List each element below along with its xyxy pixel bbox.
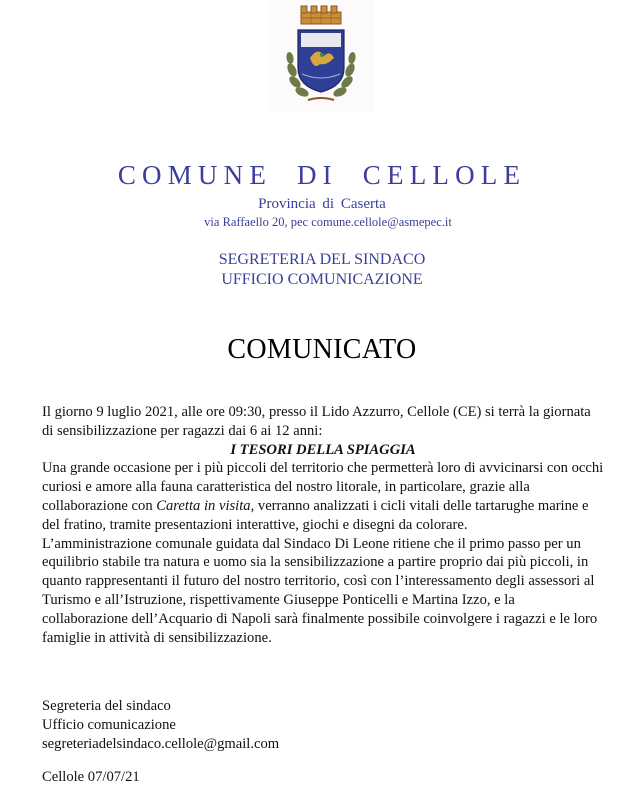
paragraph-1 [42,459,604,534]
event-title: I TESORI DELLA SPIAGGIA [230,441,416,458]
province-name: Provincia di Caserta [258,196,386,212]
signature-block [42,697,279,753]
document-body [42,403,604,647]
crown-icon [301,6,341,24]
office-line-1: SEGRETERIA DEL SINDACO [218,251,426,268]
intro-paragraph: Il giorno 9 luglio 2021, alle ore 09:30, presso il Lido Azzurro, Cellole (CE) si terrà la giornata di sensibilizzazione per ragazzi dai 6 ai 12 anni: [42,404,591,439]
document-title: COMUNICATO [227,334,417,365]
paragraph-2: L’amministrazione comunale guidata dal Sindaco Di Leone ritiene che il primo passo per un equilibrio stabile tra natura e uomo sia la sensibilizzazione a partire proprio dai più piccoli, in quanto rappresentanti il futuro del nostro territorio, così con l’interessamento degli assessori al Turismo e all’Istruzione, rispettivamente Giuseppe Ponticelli e Martina Izzo, e la collaborazione dell’Acquario di Napoli sarà finalmente possibile coinvolgere i ragazzi e le loro famiglie in attività di sensibilizzazione. [42,535,598,646]
signature-line-1: Segreteria del sindaco [42,698,171,714]
paragraph-1-start: Una grande occasione per i più piccoli del territorio che permetterà loro di avvicinarsi con occhi curiosi e amore alla fauna caratteristica del nostro litorale, in particolare, grazie alla collaborazione con [42,460,604,514]
signature-line-2: Ufficio comunicazione [42,716,176,733]
town-name: COMUNE DI CELLOLE [117,160,527,190]
coat-of-arms-icon [268,0,375,112]
address-line: via Raffaello 20, pec comune.cellole@asmepec.it [204,215,452,229]
paragraph-1-end: , verranno analizzati i cicli vitali delle tartarughe marine e del fratino, tramite presentazioni interattive, giochi e disegni da colorare. [42,497,589,533]
signature-email: segreteriadelsindaco.cellole@gmail.com [42,735,280,752]
partner-name: Caretta in visita [156,497,251,514]
document-date: Cellole 07/07/21 [42,769,140,785]
office-line-2: UFFICIO COMUNICAZIONE [221,271,423,288]
